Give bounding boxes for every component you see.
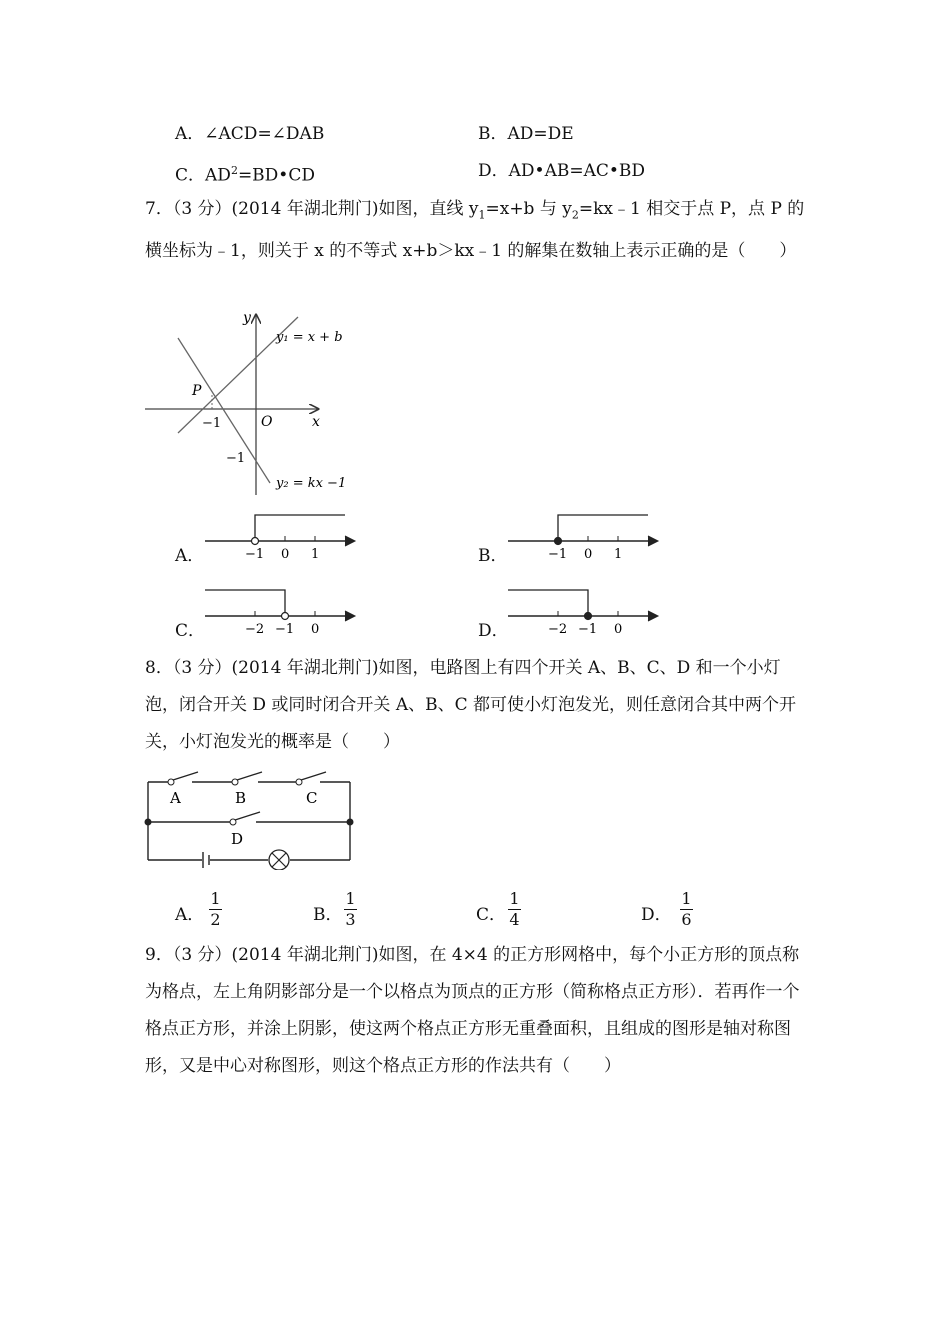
tick-label: 0: [584, 547, 593, 562]
q8-option-c-label[interactable]: C．: [476, 905, 507, 925]
numerator: 1: [210, 889, 221, 908]
tick-label: −1: [245, 547, 265, 562]
x-label: x: [312, 414, 320, 430]
q7-option-b-label[interactable]: B．: [478, 546, 508, 566]
q6-option-b[interactable]: [478, 122, 574, 146]
tick-label: 0: [614, 622, 623, 637]
q8-option-b-label[interactable]: B．: [313, 905, 343, 925]
q8-option-d-label[interactable]: D．: [641, 905, 672, 925]
tick-label: 0: [281, 547, 290, 562]
q6-option-c-pre: AD: [205, 165, 231, 186]
origin-label: O: [261, 414, 273, 430]
q7-tail: =kx﹣1 相交于点 P，点 P 的横坐标为﹣1，则关于 x 的不等式 x+b＞kx﹣1 的解集在数轴上表示正确的是（ ）: [145, 199, 805, 262]
q7-option-a-numberline[interactable]: [205, 508, 365, 563]
q7-mid: =x+b 与 y: [485, 199, 572, 219]
line1-label: y₁ = x + b: [276, 330, 343, 345]
q8-stem: 8．（3 分）(2014 年湖北荆门)如图，电路图上有四个开关 A、B、C、D 和一个小灯泡，闭合开关 D 或同时闭合开关 A、B、C 都可使小灯泡发光，则任意闭合其中两个开关，小灯泡发光的概率是（ ）: [145, 658, 797, 752]
switch-c-label: C: [306, 789, 318, 807]
q6-option-a-label: A．: [175, 124, 205, 144]
denominator: 3: [345, 910, 356, 929]
x-tick-label: −1: [202, 416, 222, 431]
p-label: P: [192, 383, 202, 399]
tick-label: 1: [614, 547, 623, 562]
q8-circuit: [140, 770, 360, 870]
q7-option-a-label[interactable]: A．: [175, 546, 205, 566]
q6-option-d-label: D．: [478, 161, 509, 181]
q6-option-b-label: B．: [478, 124, 508, 144]
q8-option-a-fraction: [209, 890, 222, 929]
switch-a-label: A: [170, 789, 181, 807]
q8-option-d-fraction: [680, 890, 693, 929]
q7-option-b-numberline[interactable]: [508, 508, 668, 563]
q7-sub2: 2: [571, 208, 579, 222]
tick-label: −2: [245, 622, 265, 637]
y-tick-label: −1: [226, 451, 246, 466]
q7-option-d-label[interactable]: D．: [478, 621, 509, 641]
y-label: y: [243, 310, 251, 326]
tick-label: −2: [548, 622, 568, 637]
q7-lead: 7．（3 分）(2014 年湖北荆门)如图，直线 y: [145, 199, 479, 219]
q9-stem: 9．（3 分）(2014 年湖北荆门)如图，在 4×4 的正方形网格中，每个小正方形的顶点称为格点，左上角阴影部分是一个以格点为顶点的正方形（简称格点正方形）．若再作一个格点正方形，并涂上阴影，使这两个格点正方形无重叠面积，且组成的图形是轴对称图形，又是中心对称图形，则这个格点正方形的作法共有（ ）: [145, 945, 800, 1076]
q6-option-d[interactable]: [478, 159, 645, 183]
q6-option-c-sup: 2: [230, 164, 238, 177]
q7-stem: [145, 191, 810, 270]
q6-option-c-post: =BD•CD: [237, 165, 315, 186]
q8-option-c-fraction: [508, 890, 521, 929]
denominator: 6: [681, 910, 692, 929]
switch-d-label: D: [231, 830, 244, 848]
q7-option-d-numberline[interactable]: [508, 583, 668, 638]
tick-label: −1: [548, 547, 568, 562]
tick-label: −1: [578, 622, 598, 637]
q8-option-b-fraction: [344, 890, 357, 929]
denominator: 4: [509, 910, 520, 929]
numerator: 1: [345, 889, 356, 908]
q6-option-c-label: C．: [175, 165, 206, 186]
switch-b-label: B: [235, 789, 247, 807]
numerator: 1: [509, 889, 520, 908]
q6-option-a[interactable]: [175, 122, 324, 146]
q8-option-a-label[interactable]: A．: [175, 905, 205, 925]
q6-option-a-text: ∠ACD=∠DAB: [204, 124, 325, 144]
q7-option-c-label[interactable]: C．: [175, 621, 206, 641]
q7-option-c-numberline[interactable]: [205, 583, 365, 638]
tick-label: 1: [311, 547, 320, 562]
q7-graph: [140, 305, 370, 500]
line2-label: y₂ = kx −1: [276, 476, 347, 491]
q6-option-b-text: AD=DE: [507, 124, 574, 144]
q7-sub1: 1: [478, 208, 486, 222]
q6-option-d-text: AD•AB=AC•BD: [508, 161, 646, 181]
tick-label: −1: [275, 622, 295, 637]
tick-label: 0: [311, 622, 320, 637]
numerator: 1: [681, 889, 692, 908]
denominator: 2: [210, 910, 221, 929]
q6-option-c[interactable]: [175, 159, 315, 188]
